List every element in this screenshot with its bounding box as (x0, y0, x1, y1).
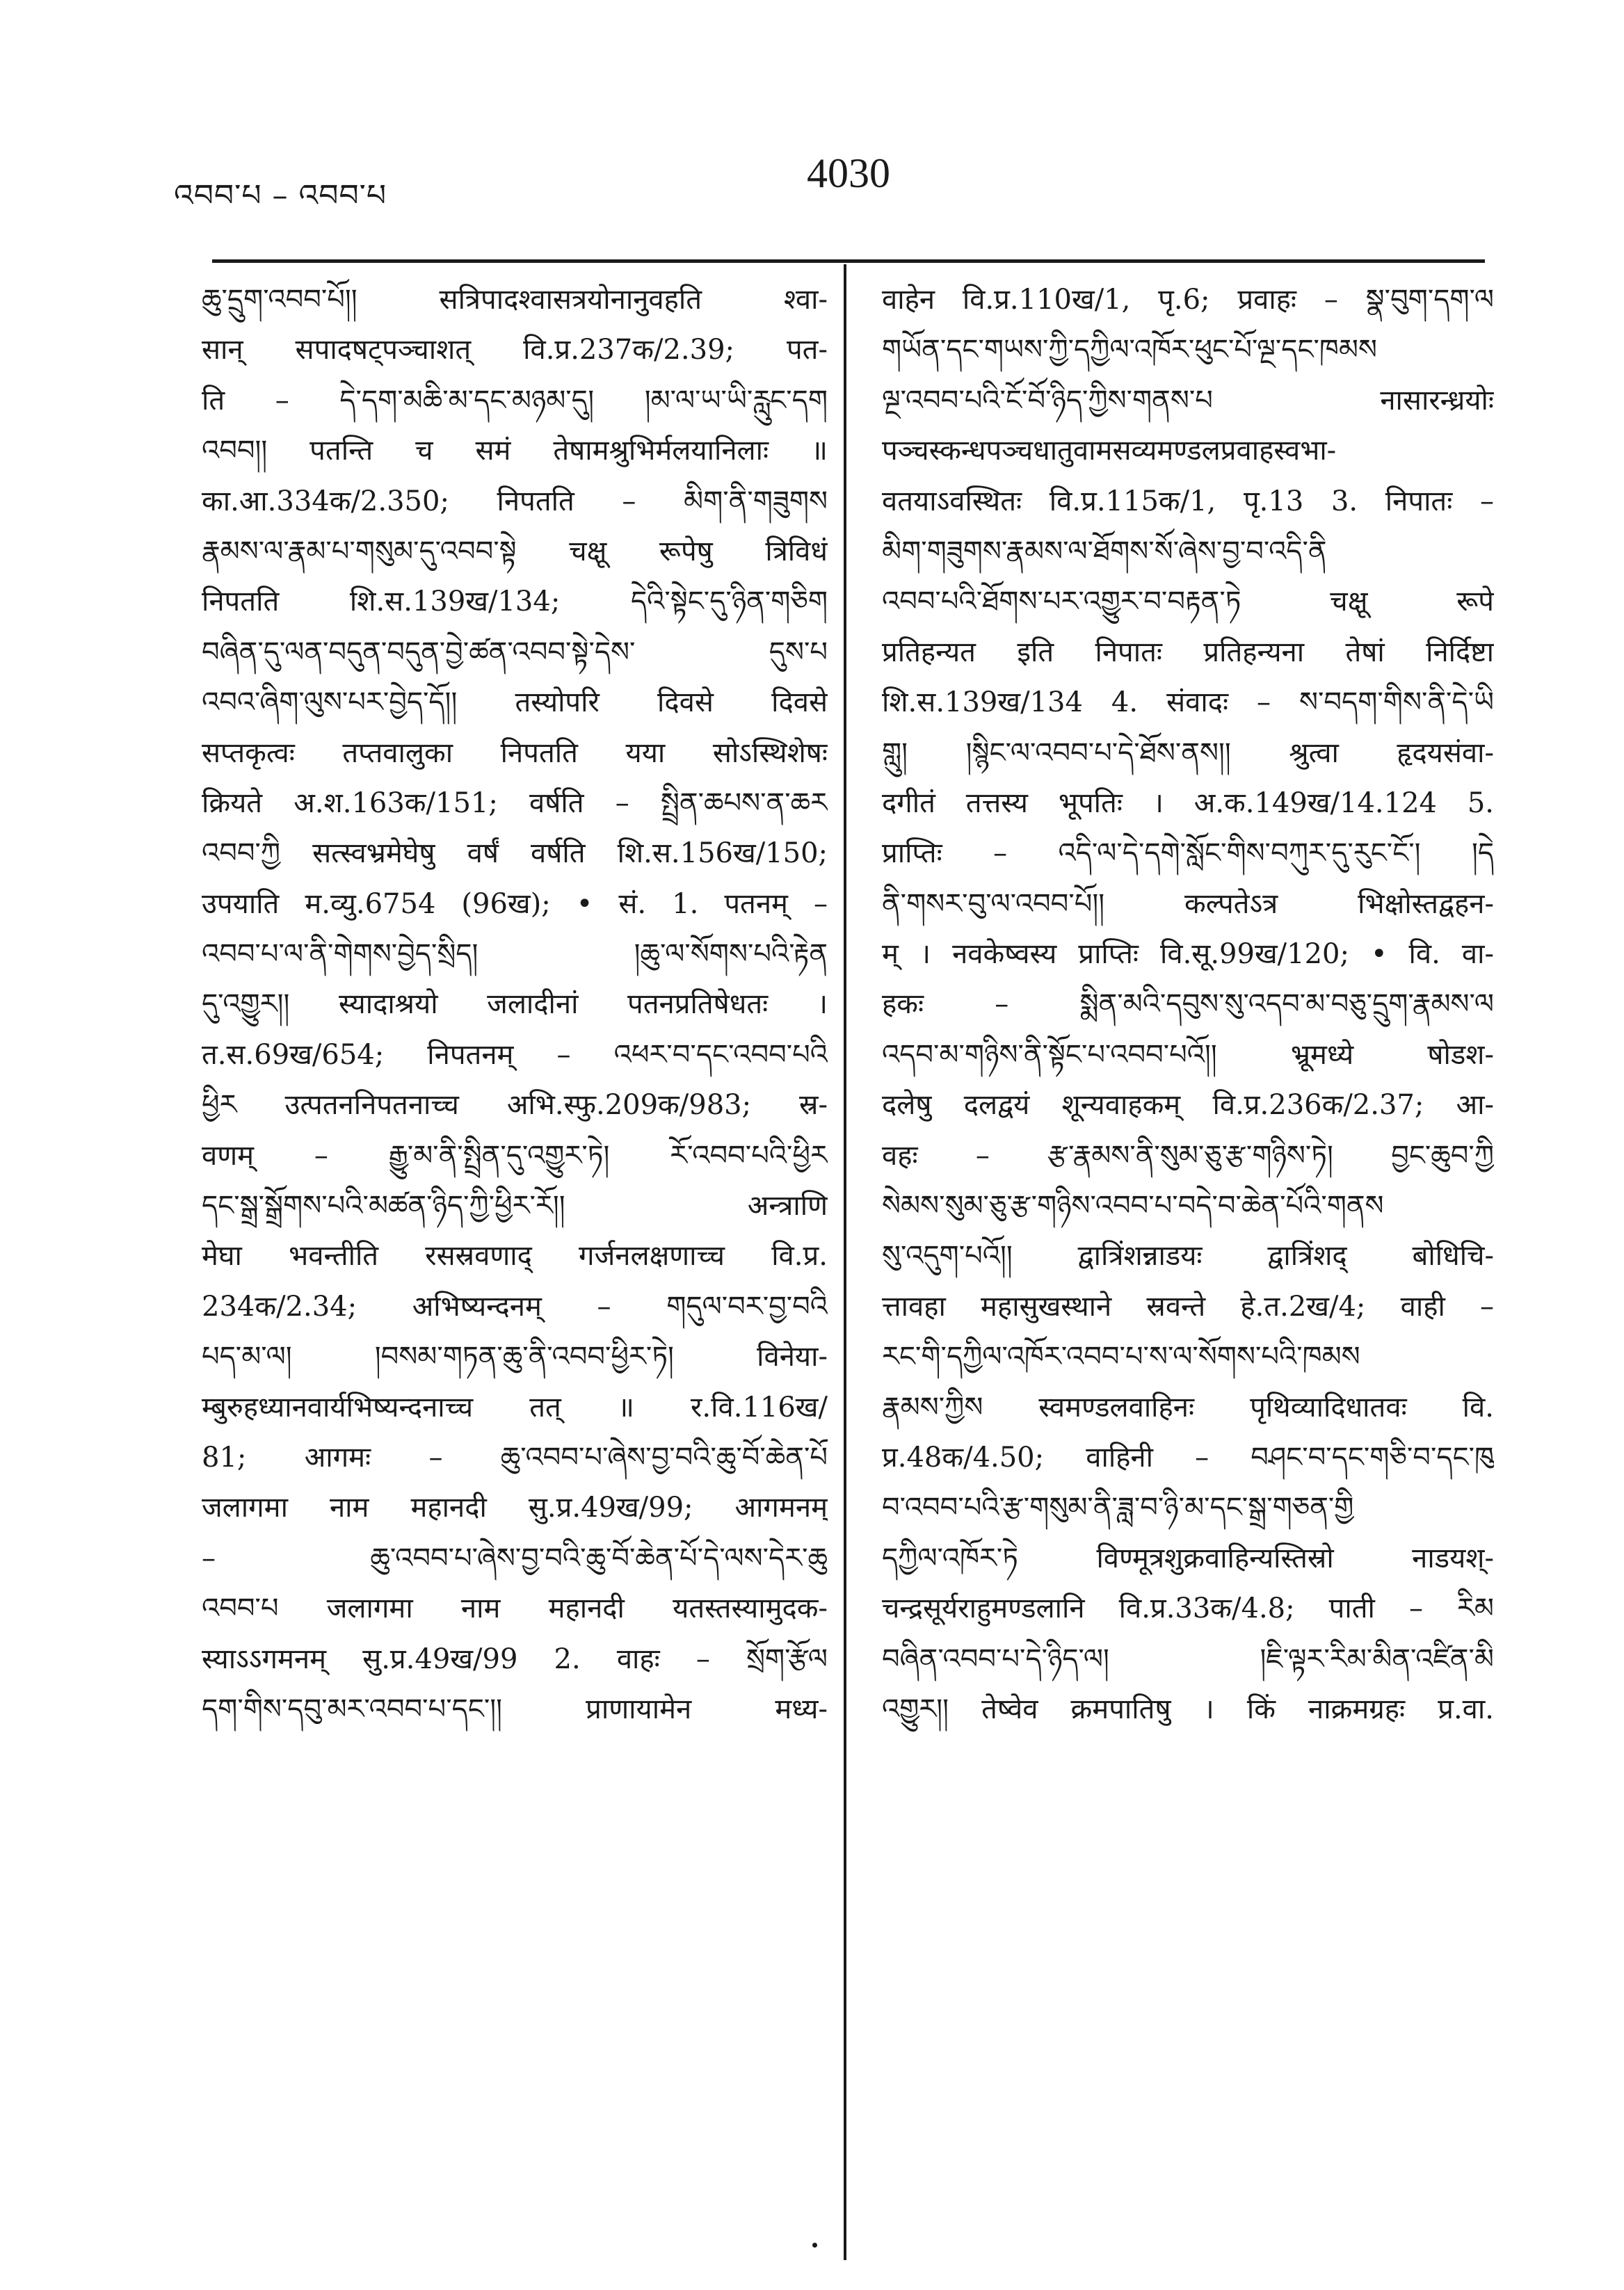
dictionary-text-line: འབབ།། पतन्ति च समं तेषामश्रुभिर्मलयानिलाः ॥ (202, 435, 828, 467)
dictionary-text-line: वहः – རྩ་རྣམས་ནི་སུམ་ཅུ་རྩ་གཉིས་ཏེ། བྱང་ཆུབ་ཀྱི (882, 1139, 1494, 1172)
dictionary-text-line: འདབ་མ་གཉིས་ནི་སྟོང་པ་འབབ་པའོ།། भ्रूमध्ये षोडश- (882, 1038, 1494, 1071)
dictionary-text-line: བཞིན་འབབ་པ་དེ་ཉིད་ལ། །ཇི་ལྟར་རིམ་མིན་འཛིན་མི (882, 1643, 1494, 1675)
dictionary-text-line: ལྔ་འབབ་པའི་ངོ་བོ་ཉིད་ཀྱིས་གནས་པ नासारन्ध्रयोः (882, 384, 1494, 417)
dictionary-text-line: དུ་འགྱུར།། स्यादाश्रयो जलादीनां पतनप्रतिषेधतः । (202, 988, 828, 1021)
dictionary-text-line: क्रियते अ.श.163क/151; वर्षति – སྤྲིན་ཆཔས་ན་ཆར (202, 787, 828, 819)
dictionary-text-line: འགྱུར།། तेष्वेव क्रमपातिषु । किं नाक्रमग्रहः प्र.वा. (882, 1693, 1494, 1725)
dictionary-text-line: सान् सपादषट्पञ्चाशत् वि.प्र.237क/2.39; पत- (202, 334, 828, 366)
dictionary-text-line: འབའ་ཞིག་ལུས་པར་བྱེད་དོ།། तस्योपरि दिवसे दिवसे (202, 686, 828, 719)
page-number: 4030 (807, 150, 890, 196)
dictionary-text-line: ནི་གསར་བུ་ལ་འབབ་པོ།། कल्पतेऽत्र भिक्षोस्तद्वहन- (882, 887, 1494, 920)
dictionary-text-line: स्याऽऽगमनम् सु.प्र.49ख/99 2. वाहः – སྲོག་རྩོལ (202, 1643, 828, 1675)
running-header: འབབ་པ – འབབ་པ (174, 178, 387, 213)
dictionary-text-line: म् । नवकेष्वस्य प्राप्तिः वि.सू.99ख/120; • वि. वा- (882, 938, 1494, 971)
dictionary-text-line: དཀྱིལ་འཁོར་ཏེ विण्मूत्रशुक्रवाहिन्यस्तिस्रो नाडयश्- (882, 1542, 1494, 1574)
dictionary-text-line: दगीतं तत्तस्य भूपतिः । अ.क.149ख/14.124 5. (882, 787, 1494, 819)
dictionary-text-line: पञ्चस्कन्धपञ्चधातुवामसव्यमण्डलप्रवाहस्वभा- (882, 435, 1337, 467)
dictionary-text-line: 234क/2.34; अभिष्यन्दनम् – གདུལ་བར་བྱ་བའི (202, 1290, 828, 1323)
dictionary-text-line: གཡོན་དང་གཡས་ཀྱི་དཀྱིལ་འཁོར་ཕུང་པོ་ལྔ་དང་ཁམས (882, 334, 1377, 366)
column-divider (844, 264, 846, 2260)
dictionary-text-line: བ་འབབ་པའི་རྩ་གསུམ་ནི་ཟླ་བ་ཉི་མ་དང་སྒྲ་གཅན་གྱི (882, 1492, 1354, 1524)
dictionary-text-line: हकः – སྨིན་མའི་དབུས་སུ་འདབ་མ་བཅུ་དྲུག་རྣམས་ལ (882, 988, 1494, 1021)
dictionary-text-line: प्रतिहन्यत इति निपातः प्रतिहन्यना तेषां निर्दिष्टा (882, 636, 1494, 668)
dictionary-text-line: सप्तकृत्वः तप्तवालुका निपतति यया सोऽस्थिशेषः (202, 736, 828, 769)
dictionary-text-line: प्राप्तिः – འདི་ལ་དེ་དགེ་སློང་གིས་བཀུར་དུ་རུང་ངོ་། །དེ (882, 837, 1494, 870)
dictionary-text-line: जलागमा नाम महानदी सु.प्र.49ख/99; आगमनम् (202, 1492, 828, 1524)
dictionary-text-line: वाहेन वि.प्र.110ख/1, पृ.6; प्रवाहः – སྣ་བུག་དག་ལ (882, 284, 1494, 316)
dictionary-text-line: རང་གི་དཀྱིལ་འཁོར་འབབ་པ་ས་ལ་སོགས་པའི་ཁམས (882, 1341, 1360, 1373)
dictionary-text-line: གླུ། །སྙིང་ལ་འབབ་པ་དེ་ཐོས་ནས།། श्रुत्वा हृदयसंवा- (882, 736, 1494, 769)
dictionary-text-line: དང་སྒྲ་སྒྲོགས་པའི་མཚན་ཉིད་ཀྱི་ཕྱིར་རོ།། अन्त्राणि (202, 1190, 828, 1223)
dictionary-text-line: སུ་འདུག་པའོ།། द्वात्रिंशन्नाडयः द्वात्रिंशद् बोधिचि- (882, 1240, 1494, 1273)
dictionary-text-line: རྣམས་ལ་རྣམ་པ་གསུམ་དུ་འབབ་སྟེ चक्षू रूपेषु त्रिविधं (202, 535, 828, 567)
footer-dot (812, 2243, 817, 2248)
dictionary-text-line: ཕྱིར उत्पतननिपतनाच्च अभि.स्फु.209क/983; स्र- (202, 1089, 828, 1122)
dictionary-text-line: སེམས་སུམ་ཅུ་རྩ་གཉིས་འབབ་པ་བདེ་བ་ཆེན་པོའི་གནས (882, 1190, 1384, 1223)
dictionary-text-line: དག་གིས་དབུ་མར་འབབ་པ་དང་།། प्राणायामेन मध्य- (202, 1693, 828, 1725)
dictionary-text-line: शि.स.139ख/134 4. संवादः – ས་བདག་གིས་ནི་དེ་ཡི (882, 686, 1494, 719)
dictionary-text-line: दलेषु दलद्वयं शून्यवाहकम् वि.प्र.236क/2.37; आ- (882, 1089, 1494, 1122)
dictionary-text-line: का.आ.334क/2.350; निपतति – མིག་ནི་གཟུགས (202, 485, 828, 517)
dictionary-text-line: འབབ་པ जलागमा नाम महानदी यतस्तस्यामुदक- (202, 1592, 828, 1625)
dictionary-text-line: निपतति शि.स.139ख/134; དེའི་སྟེང་དུ་ཉིན་གཅིག (202, 586, 828, 618)
dictionary-text-line: 81; आगमः – ཆུ་འབབ་པ་ཞེས་བྱ་བའི་ཆུ་བོ་ཆེན་པོ (202, 1441, 828, 1474)
dictionary-text-line: प्र.48क/4.50; वाहिनी – བཤང་བ་དང་གཅི་བ་དང་ཁུ (882, 1441, 1494, 1474)
dictionary-text-line: རྣམས་ཀྱིས स्वमण्डलवाहिनः पृथिव्यादिधातवः वि. (882, 1391, 1494, 1424)
dictionary-text-line: འབབ་པའི་ཐོགས་པར་འགྱུར་བ་བརྟན་ཏེ चक्षू रूपे (882, 586, 1494, 618)
dictionary-text-line: म्बुरुहध्यानवार्यभिष्यन्दनाच्च तत् ॥ र.वि.116ख/ (202, 1391, 828, 1424)
dictionary-text-line: वणम् – རྒྱུ་མ་ནི་སྤྲིན་དུ་འགྱུར་ཏེ། རོ་འབབ་པའི་ཕྱིར (202, 1139, 828, 1172)
dictionary-text-line: त.स.69ख/654; निपतनम् – འཕར་བ་དང་འབབ་པའི (202, 1038, 828, 1071)
dictionary-text-line: मेघा भवन्तीति रसस्रवणाद् गर्जनलक्षणाच्च वि.प्र. (202, 1240, 828, 1273)
dictionary-text-line: त्तावहा महासुखस्थाने स्रवन्ते हे.त.2ख/4; वाही – (882, 1290, 1494, 1323)
dictionary-text-line: वतयाऽवस्थितः वि.प्र.115क/1, पृ.13 3. निपातः – (882, 485, 1494, 517)
dictionary-text-line: འབབ་ཀྱི सत्स्वभ्रमेघेषु वर्षं वर्षति शि.स.156ख/150; (202, 837, 828, 870)
right-column (882, 275, 1494, 1734)
dictionary-text-line: མིག་གཟུགས་རྣམས་ལ་ཐོགས་སོ་ཞེས་བྱ་བ་འདི་ནི (882, 535, 1327, 567)
dictionary-text-line: उपयाति म.व्यु.6754 (96ख); • सं. 1. पतनम् – (202, 887, 828, 920)
dictionary-text-line: བཞིན་དུ་ལན་བདུན་བདུན་བྱེ་ཚན་འབབ་སྟེ་དེས་ དུས་པ (202, 636, 828, 668)
dictionary-text-line: ཆུ་དྲུག་འབབ་པོ།། सत्रिपादश्वासत्रयोनानुवहति श्वा- (202, 284, 828, 316)
header-rule (212, 259, 1485, 263)
dictionary-text-line: ति – དེ་དག་མཆི་མ་དང་མཉམ་དུ། །མ་ལ་ཡ་ཡི་རླུང་དག (202, 384, 828, 417)
dictionary-text-line: པད་མ་ལ། །བསམ་གཏན་ཆུ་ནི་འབབ་ཕྱིར་ཏེ། विनेया- (202, 1341, 828, 1373)
dictionary-text-line: चन्द्रसूर्यराहुमण्डलानि वि.प्र.33क/4.8; पाती – རིམ (882, 1592, 1494, 1625)
left-column (202, 275, 828, 1734)
dictionary-text-line: – ཆུ་འབབ་པ་ཞེས་བྱ་བའི་ཆུ་བོ་ཆེན་པོ་དེ་ལས་དེར་ཆུ (202, 1542, 828, 1574)
dictionary-text-line: འབབ་པ་ལ་ནི་གེགས་བྱེད་སྲིད། །ཆུ་ལ་སོགས་པའི་རྟེན (202, 938, 828, 971)
